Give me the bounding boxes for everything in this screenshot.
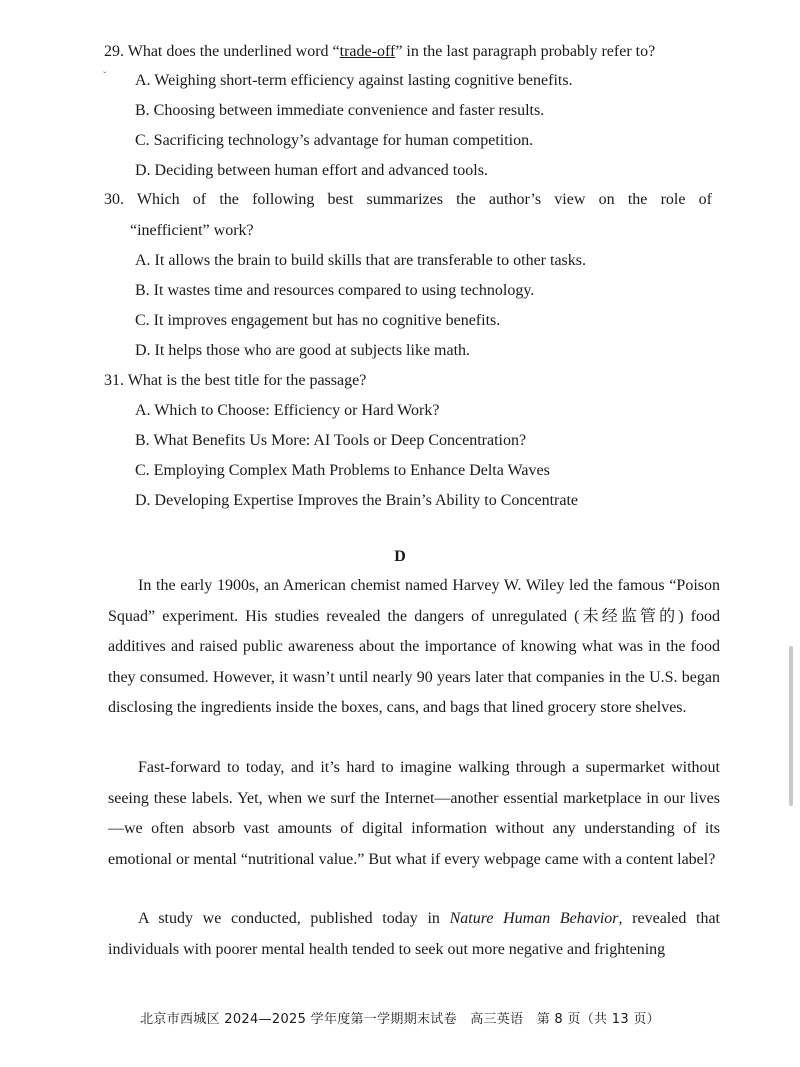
passage-paragraph-1: In the early 1900s, an American chemist named Harvey W. Wiley led the famous “Poison Squad” experiment. His studies revealed the dangers of unregulated (未经监管的) food additives and raised public awareness about the importance of knowing what was in the food they consumed. However, it wasn’t until nearly 90 years later that companies in the U.S. began disclosing the ingredients inside the boxes, cans, and bags that lined grocery store shelves.	[108, 577, 720, 716]
q29-option-d: D. Deciding between human effort and advanced tools.	[135, 162, 488, 179]
question-30-stem-line1: 30. Which of the following best summarizes the author’s view on the role of	[104, 191, 712, 208]
question-31-stem: 31. What is the best title for the passage?	[104, 372, 367, 389]
q30-option-d: D. It helps those who are good at subjects like math.	[135, 342, 471, 359]
q29-option-a: A. Weighing short-term efficiency against lasting cognitive benefits.	[135, 72, 573, 89]
section-heading: D	[394, 548, 406, 565]
q29-stem-post: ” in the last paragraph probably refer to?	[395, 43, 656, 60]
q29-option-c: C. Sacrificing technology’s advantage for human competition.	[135, 132, 534, 149]
q29-stem-pre: 29. What does the underlined word “	[104, 43, 340, 60]
q29-underlined-word: trade-off	[339, 43, 396, 60]
question-30-stem-line2: “inefficient” work?	[130, 222, 254, 239]
pen-mark: ˇ	[103, 70, 107, 82]
q29-option-b: B. Choosing between immediate convenience and faster results.	[135, 102, 545, 119]
p3-journal-name: Nature Human Behavior	[449, 910, 619, 927]
p3-text-pre: A study we conducted, published today in	[138, 910, 450, 927]
q31-option-d: D. Developing Expertise Improves the Brain’s Ability to Concentrate	[135, 492, 579, 509]
q30-option-a: A. It allows the brain to build skills that are transferable to other tasks.	[135, 252, 586, 269]
q31-option-b: B. What Benefits Us More: AI Tools or Deep Concentration?	[135, 432, 527, 449]
question-29-stem	[104, 43, 655, 61]
page-footer: 北京市西城区 2024—2025 学年度第一学期期末试卷 高三英语 第 8 页（共 13 页）	[140, 1012, 660, 1027]
p3-text-post: , revealed that individuals with poorer mental health tended to seek out more negative and frightening	[108, 910, 721, 958]
scrollbar[interactable]	[789, 646, 793, 806]
q31-option-c: C. Employing Complex Math Problems to Enhance Delta Waves	[135, 462, 550, 479]
passage-paragraph-2: Fast-forward to today, and it’s hard to imagine walking through a supermarket without seeing these labels. Yet, when we surf the Internet—another essential marketplace in our lives—we often absorb vast amounts of digital information without any understanding of its emotional or mental “nutritional value.” But what if every webpage came with a content label?	[108, 759, 720, 868]
q30-option-c: C. It improves engagement but has no cognitive benefits.	[135, 312, 501, 329]
q30-option-b: B. It wastes time and resources compared to using technology.	[135, 282, 535, 299]
passage-paragraph-3	[108, 904, 720, 965]
q31-option-a: A. Which to Choose: Efficiency or Hard Work?	[135, 402, 440, 419]
